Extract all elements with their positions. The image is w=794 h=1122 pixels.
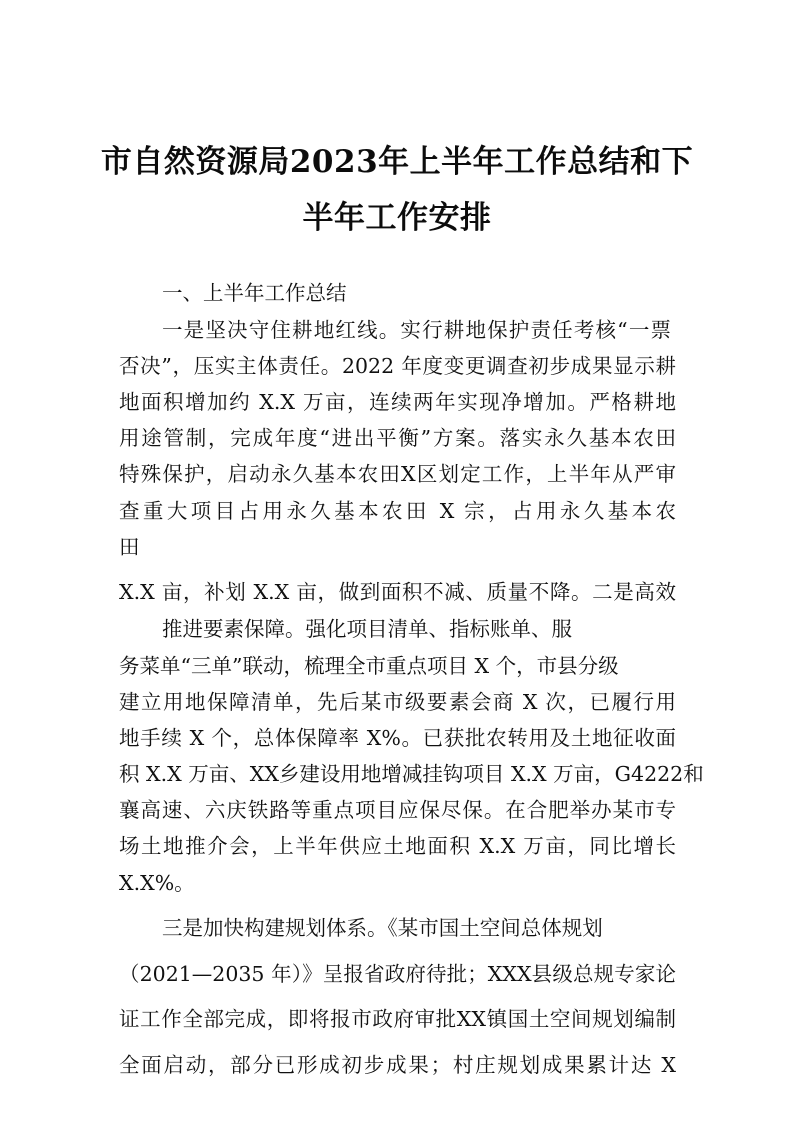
document-title-line-1: 市自然资源局2023年上半年工作总结和下 [100,144,694,180]
paragraph-line: 查重大项目占用永久基本农田 X 宗，占用永久基本农 [119,499,676,523]
paragraph-line: X.X 亩，补划 X.X 亩，做到面积不减、质量不降。二是高效 [119,580,676,604]
paragraph-line: 地手续 X 个，总体保障率 X%。已获批农转用及土地征收面 [119,726,676,750]
paragraph-line: 场土地推介会，上半年供应土地面积 X.X 万亩，同比增长 [119,834,676,858]
paragraph-line: 务菜单“三单”联动，梳理全市重点项目 X 个，市县分级 [119,654,619,678]
paragraph-line: 地面积增加约 X.X 万亩，连续两年实现净增加。严格耕地 [119,390,676,414]
paragraph-line: 积 X.X 万亩、XX乡建设用地增减挂钩项目 X.X 万亩，G4222和 [119,762,704,786]
section-heading: 一、上半年工作总结 [162,281,347,305]
paragraph-line: 建立用地保障清单，先后某市级要素会商 X 次，已履行用 [119,690,676,714]
paragraph-line: X.X%。 [119,871,195,895]
paragraph-line: 襄高速、六庆铁路等重点项目应保尽保。在合肥举办某市专 [119,798,676,822]
paragraph-line: 证工作全部完成，即将报市政府审批XX镇国土空间规划编制 [119,1007,676,1031]
paragraph-line: 田 [119,535,140,559]
document-title-line-2: 半年工作安排 [302,200,492,236]
paragraph-line: 用途管制，完成年度“进出平衡”方案。落实永久基本农田 [119,426,676,450]
paragraph-line: 否决”，压实主体责任。2022 年度变更调查初步成果显示耕 [119,354,676,378]
paragraph-line: 三是加快构建规划体系。《某市国土空间总体规划 [162,916,603,940]
paragraph-line: （2021—2035 年）》呈报省政府待批；XXX县级总规专家论 [119,962,676,986]
paragraph-line: 推进要素保障。强化项目清单、指标账单、服 [162,617,572,641]
paragraph-line: 一是坚决守住耕地红线。实行耕地保护责任考核“一票 [162,318,671,342]
paragraph-line: 特殊保护，启动永久基本农田X区划定工作，上半年从严审 [119,462,676,486]
paragraph-line: 全面启动，部分已形成初步成果；村庄规划成果累计达 X [119,1053,676,1077]
